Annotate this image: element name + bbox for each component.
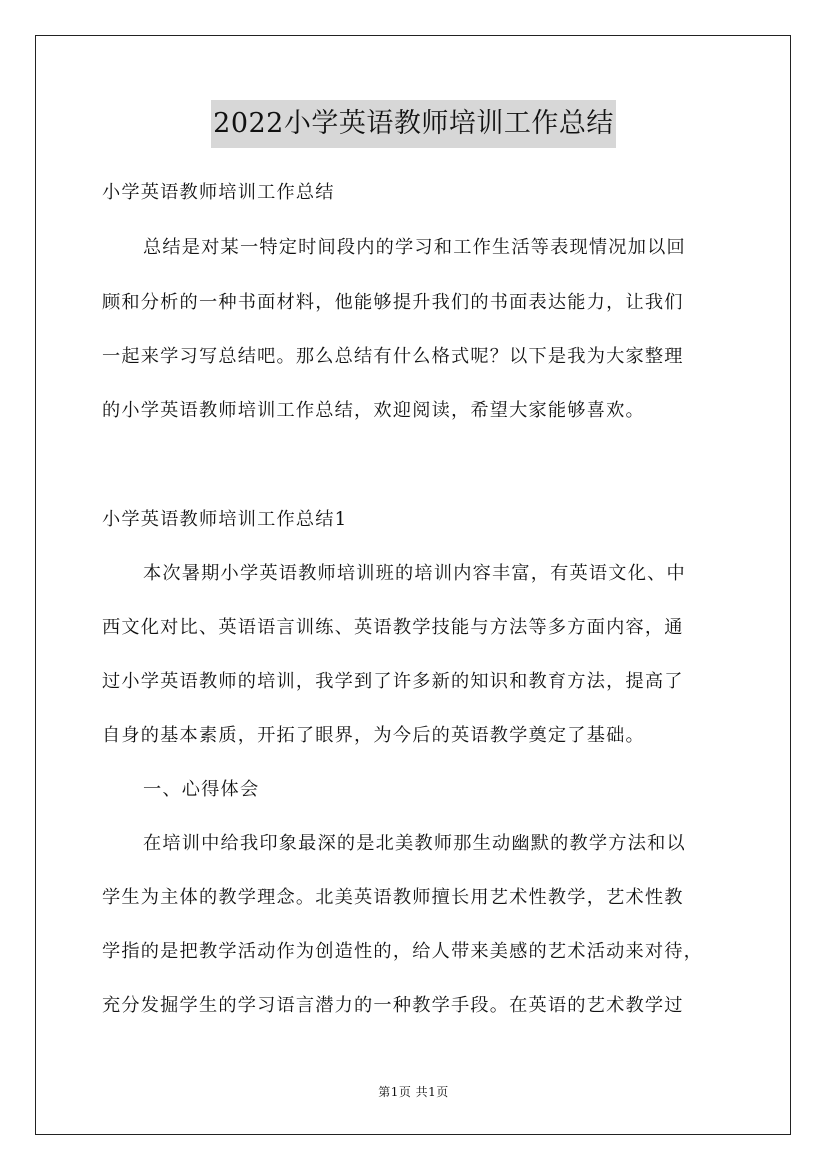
paragraph-line: 西文化对比、英语语言训练、英语教学技能与方法等多方面内容，通	[102, 617, 684, 638]
paragraph-line: 自身的基本素质，开拓了眼界，为今后的英语教学奠定了基础。	[102, 725, 645, 746]
page-footer: 第1页 共1页	[378, 1085, 449, 1099]
paragraph-line: 过小学英语教师的培训，我学到了许多新的知识和教育方法，提高了	[102, 671, 684, 692]
title-container	[0, 100, 827, 148]
paragraph-line: 的小学英语教师培训工作总结，欢迎阅读，希望大家能够喜欢。	[102, 400, 645, 421]
section-heading: 小学英语教师培训工作总结1	[102, 509, 348, 530]
intro-heading: 小学英语教师培训工作总结	[102, 182, 335, 203]
paragraph-line: 一起来学习写总结吧。那么总结有什么格式呢？以下是我为大家整理	[102, 346, 684, 367]
paragraph-line: 在培训中给我印象最深的是北美教师那生动幽默的教学方法和以	[143, 833, 686, 854]
document-title: 2022小学英语教师培训工作总结	[211, 100, 616, 148]
paragraph-line: 总结是对某一特定时间段内的学习和工作生活等表现情况加以回	[143, 237, 686, 258]
paragraph-line: 本次暑期小学英语教师培训班的培训内容丰富，有英语文化、中	[143, 563, 686, 584]
paragraph-line: 顾和分析的一种书面材料，他能够提升我们的书面表达能力，让我们	[102, 292, 684, 313]
paragraph-line: 充分发掘学生的学习语言潜力的一种教学手段。在英语的艺术教学过	[102, 995, 684, 1016]
paragraph-line: 学生为主体的教学理念。北美英语教师擅长用艺术性教学，艺术性教	[102, 887, 684, 908]
subsection-heading: 一、心得体会	[143, 779, 260, 800]
paragraph-line: 学指的是把教学活动作为创造性的，给人带来美感的艺术活动来对待，	[102, 941, 704, 962]
